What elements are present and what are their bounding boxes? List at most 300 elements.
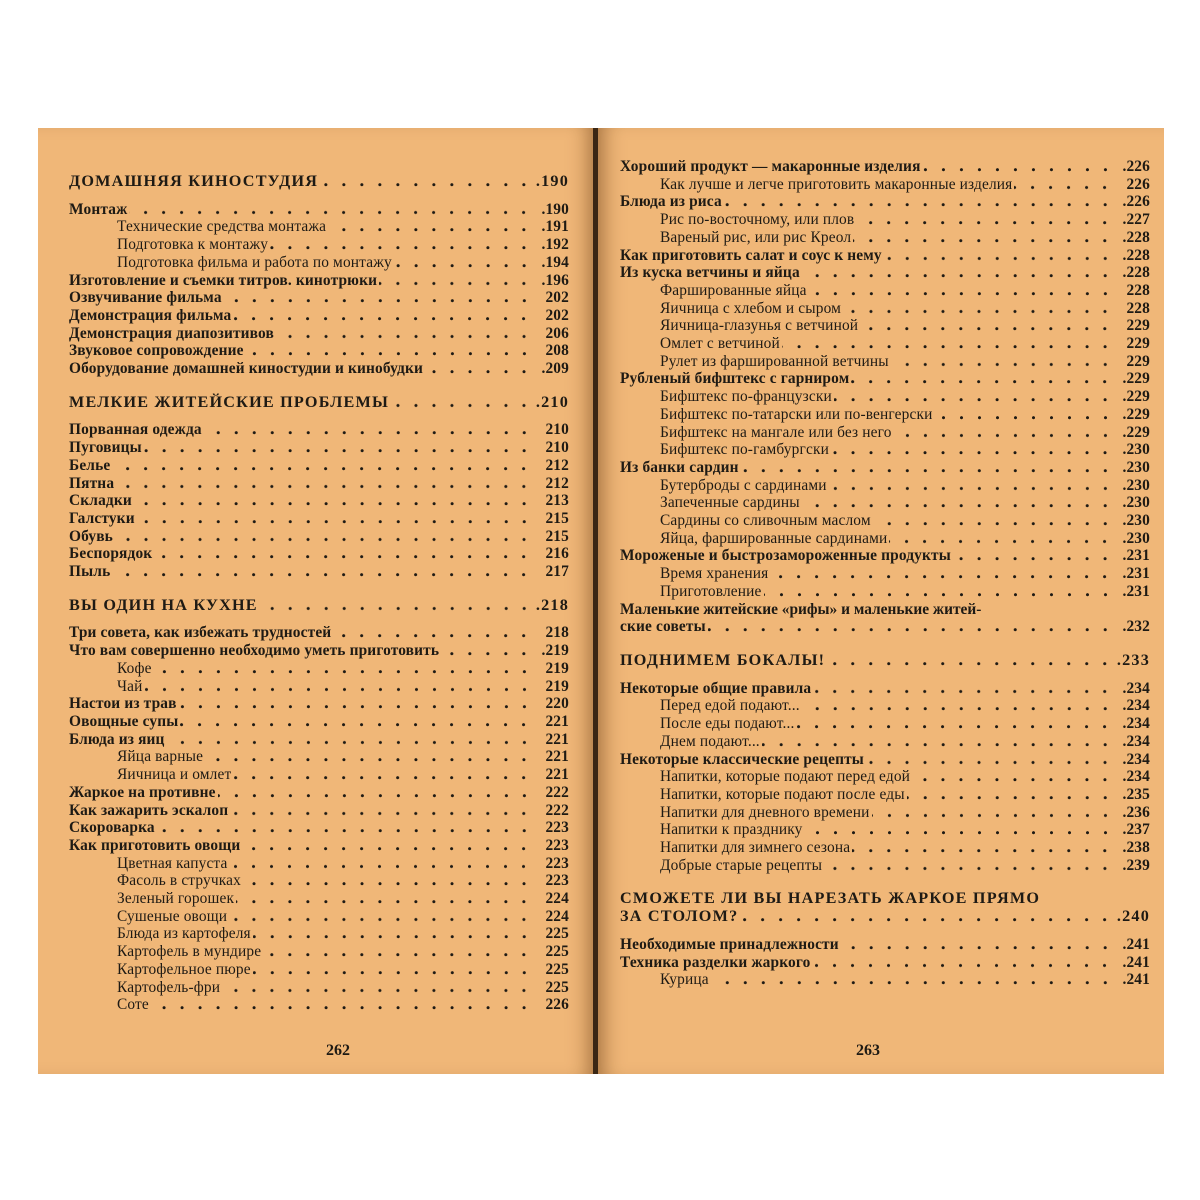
entry-title: Чай (117, 677, 143, 695)
dot-leader (711, 971, 1114, 989)
entry-title: Подготовка фильма и работа по монтажу (117, 253, 392, 271)
entry-title-line: СМОЖЕТЕ ЛИ ВЫ НАРЕЗАТЬ ЖАРКОЕ ПРЯМО (620, 889, 1041, 908)
entry-page-number: 216 (545, 545, 569, 563)
entry-title: Монтаж (69, 200, 128, 218)
book-spread (38, 128, 1164, 1074)
dot-leader (856, 211, 1114, 229)
dot-leader (891, 353, 1114, 371)
entry-title: Жаркое на противне (69, 783, 216, 801)
entry-page-number: .234 (1122, 768, 1150, 786)
entry-page-number: .228 (1122, 228, 1150, 246)
toc-subentry (69, 890, 569, 908)
entry-title: Пятна (69, 474, 115, 492)
dot-leader (112, 563, 533, 581)
entry-page-number: .241 (1122, 953, 1150, 971)
dot-leader (782, 335, 1114, 353)
toc-subentry (620, 211, 1150, 229)
toc-subentry (620, 565, 1150, 583)
dot-leader (802, 264, 1114, 282)
dot-leader (379, 272, 533, 290)
toc-subentry (620, 317, 1150, 335)
dot-leader (889, 530, 1114, 548)
toc-entry (620, 193, 1150, 211)
dot-leader (805, 821, 1115, 839)
entry-page-number: .231 (1122, 565, 1150, 583)
toc-entry (69, 642, 569, 660)
toc-subentry (620, 406, 1150, 424)
toc-subentry (69, 766, 569, 784)
toc-entry (620, 264, 1150, 282)
toc-entry (69, 510, 569, 528)
entry-title: Рубленый бифштекс с гарниром (620, 370, 850, 388)
entry-title: Запеченные сардины (660, 494, 800, 512)
entry-title: ЗА СТОЛОМ? (620, 907, 739, 926)
dot-leader (812, 954, 1114, 972)
entry-page-number: 202 (545, 289, 569, 307)
toc-subentry (620, 733, 1150, 751)
dot-leader (907, 786, 1114, 804)
dot-leader (224, 289, 533, 307)
entry-page-number: 212 (545, 474, 569, 492)
toc-subentry (620, 821, 1150, 839)
entry-title: Напитки, которые подают после еды (660, 785, 905, 803)
entry-page-number: 217 (545, 563, 569, 581)
entry-page-number: .231 (1122, 547, 1150, 565)
toc-subentry (69, 996, 569, 1014)
entry-page-number: 223 (545, 819, 569, 837)
entry-page-number: .234 (1122, 732, 1150, 750)
entry-title: Бифштекс по-французски (660, 388, 832, 406)
entry-title: Приготовление (660, 582, 762, 600)
dot-leader (923, 158, 1114, 176)
entry-page-number: 224 (545, 890, 569, 908)
dot-leader (328, 218, 533, 236)
entry-page-number: .209 (541, 360, 569, 378)
page-number-left: 262 (326, 1042, 350, 1059)
toc-subentry (620, 282, 1150, 300)
entry-title: Бифштекс на мангале или без него (660, 423, 892, 441)
dot-leader (137, 510, 533, 528)
toc-entry (69, 713, 569, 731)
entry-title: Звуковое сопровождение (69, 342, 244, 360)
entry-title: Рулет из фаршированной ветчины (660, 352, 889, 370)
entry-title: Напитки, которые подают перед едой (660, 768, 911, 786)
toc-subentry (69, 748, 569, 766)
entry-title: ские советы (620, 618, 706, 636)
dot-leader (144, 439, 533, 457)
entry-page-number: .230 (1122, 458, 1150, 476)
section-heading (69, 597, 569, 615)
toc-subentry (69, 961, 569, 979)
toc-entry-continuation (620, 618, 1150, 636)
entry-page-number: .228 (1122, 264, 1150, 282)
dot-leader (154, 660, 533, 678)
toc-entry (69, 545, 569, 563)
entry-title: Скороварка (69, 819, 155, 837)
entry-title: После еды подают... (660, 715, 795, 733)
entry-page-number: .228 (1122, 246, 1150, 264)
entry-title: Сардины со сливочным маслом (660, 512, 871, 530)
entry-title: Напитки к празднику (660, 821, 803, 839)
entry-page-number: 225 (545, 978, 569, 996)
entry-page-number: 223 (545, 872, 569, 890)
dot-leader (115, 528, 533, 546)
toc-subentry (620, 477, 1150, 495)
entry-title: Обувь (69, 527, 113, 545)
section-heading (69, 173, 569, 191)
entry-page-number: .210 (535, 392, 569, 411)
toc-subentry (620, 857, 1150, 875)
toc-entry (620, 370, 1150, 388)
toc-entry (69, 837, 569, 855)
entry-title: Напитки для дневного времени (660, 803, 870, 821)
dot-leader (953, 547, 1114, 565)
toc-entry (69, 325, 569, 343)
toc-subentry (69, 218, 569, 236)
dot-leader (841, 936, 1114, 954)
entry-title: ВЫ ОДИН НА КУХНЕ (69, 595, 258, 614)
entry-title: Фаршированные яйца (660, 281, 807, 299)
dot-leader (708, 618, 1114, 636)
dot-leader (253, 925, 533, 943)
toc-entry-wrapped (620, 890, 1150, 925)
entry-title: Бифштекс по-гамбургски (660, 441, 829, 459)
entry-title: Днем подают... (660, 732, 760, 750)
entry-page-number: 221 (545, 748, 569, 766)
dot-leader (824, 857, 1114, 875)
entry-page-number: 225 (545, 960, 569, 978)
entry-title: Демонстрация диапозитивов (69, 324, 274, 342)
toc-subentry (620, 229, 1150, 247)
toc-subentry (620, 512, 1150, 530)
dot-leader (860, 317, 1114, 335)
entry-page-number: .231 (1122, 582, 1150, 600)
toc-entry (620, 247, 1150, 265)
entry-page-number: .240 (1116, 907, 1150, 926)
entry-page-number: 228 (1126, 299, 1150, 317)
entry-page-number: .234 (1122, 697, 1150, 715)
toc-subentry (620, 715, 1150, 733)
entry-title: Цветная капуста (117, 854, 228, 872)
entry-page-number: .237 (1122, 821, 1150, 839)
dot-leader (157, 819, 533, 837)
entry-page-number: .229 (1122, 423, 1150, 441)
entry-page-number: 222 (545, 783, 569, 801)
entry-title: МЕЛКИЕ ЖИТЕЙСКИЕ ПРОБЛЕМЫ (69, 392, 390, 411)
entry-title: Зеленый горошек (117, 890, 235, 908)
entry-title: ДОМАШНЯЯ КИНОСТУДИЯ (69, 172, 319, 190)
dot-leader (320, 173, 533, 191)
toc-entry (69, 439, 569, 457)
toc-entry (620, 547, 1150, 565)
toc-entry (69, 563, 569, 581)
entry-title: Порванная одежда (69, 421, 202, 439)
entry-title: Из куска ветчины и яйца (620, 264, 800, 282)
entry-page-number: .234 (1122, 750, 1150, 768)
left-page (38, 128, 594, 1074)
entry-title: Галстуки (69, 509, 135, 527)
dot-leader (243, 872, 533, 890)
toc-subentry (620, 335, 1150, 353)
entry-page-number: 221 (545, 766, 569, 784)
entry-page-number: .234 (1122, 679, 1150, 697)
toc-subentry (620, 583, 1150, 601)
entry-page-number: 202 (545, 306, 569, 324)
entry-page-number: 225 (545, 925, 569, 943)
dot-leader (236, 890, 533, 908)
toc-entry (69, 307, 569, 325)
entry-page-number: .238 (1122, 839, 1150, 857)
dot-leader (233, 766, 533, 784)
entry-page-number: .230 (1122, 529, 1150, 547)
entry-title: Время хранения (660, 565, 769, 583)
entry-page-number: .194 (541, 253, 569, 271)
dot-leader (425, 360, 533, 378)
dot-leader (873, 512, 1114, 530)
entry-title: Подготовка к монтажу (117, 236, 269, 254)
dot-leader (796, 715, 1114, 733)
dot-leader (246, 342, 533, 360)
entry-title: Пуговицы (69, 439, 142, 457)
entry-page-number: 223 (545, 836, 569, 854)
toc-subentry (620, 530, 1150, 548)
dot-leader (204, 421, 533, 439)
entry-title: Курица (660, 971, 709, 989)
entry-title: Некоторые классические рецепты (620, 750, 864, 768)
page-number-right: 263 (856, 1042, 880, 1059)
entry-title: Картофельное пюре (117, 960, 251, 978)
entry-page-number: 219 (545, 659, 569, 677)
toc-entry (620, 459, 1150, 477)
entry-page-number: 222 (545, 801, 569, 819)
entry-title: Как лучше и легче приготовить макаронные изделия (660, 175, 1013, 193)
entry-page-number: .226 (1122, 158, 1150, 175)
section-heading (69, 394, 569, 412)
entry-title: Технические средства монтажа (117, 218, 327, 236)
entry-page-number: 215 (545, 509, 569, 527)
toc-entry (69, 492, 569, 510)
entry-title: Необходимые принадлежности (620, 935, 839, 953)
entry-title: Изготовление и съемки титров. кинотрюки (69, 271, 378, 289)
dot-leader (154, 545, 533, 563)
entry-title: Блюда из риса (620, 193, 722, 211)
toc-entry (69, 272, 569, 290)
dot-leader (829, 477, 1114, 495)
entry-page-number: .239 (1122, 856, 1150, 874)
entry-title: Как приготовить салат и соус к нему (620, 246, 882, 264)
toc-entry (620, 751, 1150, 769)
entry-page-number: .229 (1122, 405, 1150, 423)
dot-leader (935, 406, 1115, 424)
toc-subentry (69, 254, 569, 272)
entry-page-number: 224 (545, 907, 569, 925)
toc-subentry (620, 839, 1150, 857)
right-page (598, 128, 1164, 1074)
entry-title: Хороший продукт — макаронные изделия (620, 158, 921, 175)
entry-title: Добрые старые рецепты (660, 856, 823, 874)
entry-title: Вареный рис, или рис Креол (660, 228, 852, 246)
toc-entry-continuation (620, 908, 1150, 926)
toc-entry (69, 695, 569, 713)
toc-subentry (620, 786, 1150, 804)
dot-leader (112, 457, 533, 475)
dot-leader (270, 236, 533, 254)
entry-title: Демонстрация фильма (69, 306, 232, 324)
entry-page-number: .233 (1116, 650, 1150, 669)
entry-page-number: 219 (545, 677, 569, 695)
entry-title: Озвучивание фильма (69, 289, 222, 307)
entry-page-number: .236 (1122, 803, 1150, 821)
entry-page-number: .241 (1122, 971, 1150, 989)
toc-subentry (69, 872, 569, 890)
entry-title: Белье (69, 456, 111, 474)
dot-leader (151, 996, 533, 1014)
dot-leader (134, 492, 533, 510)
toc-subentry (620, 441, 1150, 459)
toc-entry (620, 954, 1150, 972)
entry-title: Яичница с хлебом и сыром (660, 299, 842, 317)
toc-subentry (620, 353, 1150, 371)
entry-page-number: .241 (1122, 935, 1150, 953)
entry-page-number: 220 (545, 695, 569, 713)
dot-leader (853, 229, 1114, 247)
toc-subentry (620, 388, 1150, 406)
toc-subentry (69, 678, 569, 696)
entry-title: Картофель-фри (117, 978, 221, 996)
toc-entry (69, 201, 569, 219)
dot-leader (866, 751, 1114, 769)
entry-title: Напитки для зимнего сезона (660, 839, 851, 857)
entry-title: Овощные супы (69, 712, 179, 730)
entry-page-number: .230 (1122, 512, 1150, 530)
entry-page-number: .230 (1122, 494, 1150, 512)
dot-leader (180, 713, 533, 731)
dot-leader (205, 748, 533, 766)
entry-page-number: .219 (541, 642, 569, 660)
entry-title: Картофель в мундире (117, 943, 262, 961)
toc-entry (69, 457, 569, 475)
entry-title: Из банки сардин (620, 458, 739, 476)
entry-title: Рис по-восточному, или плов (660, 211, 855, 229)
toc-entry (69, 819, 569, 837)
entry-title: Перед едой подают... (660, 697, 800, 715)
dot-leader (852, 839, 1114, 857)
entry-title: Три совета, как избежать трудностей (69, 624, 332, 642)
dot-leader (740, 908, 1114, 926)
dot-leader (813, 680, 1114, 698)
dot-leader (741, 459, 1114, 477)
entry-page-number: .230 (1122, 441, 1150, 459)
toc-entry (69, 731, 569, 749)
entry-page-number: .232 (1122, 618, 1150, 636)
dot-leader (179, 695, 533, 713)
entry-page-number: .191 (541, 218, 569, 236)
entry-page-number: 206 (545, 324, 569, 342)
dot-leader (229, 908, 533, 926)
entry-page-number: .235 (1122, 785, 1150, 803)
toc-subentry (69, 943, 569, 961)
dot-leader (843, 300, 1114, 318)
entry-page-number: .190 (541, 200, 569, 218)
entry-page-number: 212 (545, 456, 569, 474)
toc-entry (69, 421, 569, 439)
entry-page-number: 218 (545, 624, 569, 642)
dot-leader (762, 733, 1114, 751)
entry-title: Техника разделки жаркого (620, 953, 811, 971)
dot-leader (218, 784, 533, 802)
dot-leader (229, 855, 533, 873)
toc-subentry (69, 236, 569, 254)
dot-leader (831, 441, 1114, 459)
dot-leader (242, 837, 533, 855)
toc-subentry (620, 494, 1150, 512)
entry-page-number: 213 (545, 492, 569, 510)
toc-subentry (620, 697, 1150, 715)
entry-page-number: 229 (1126, 352, 1150, 370)
dot-leader (851, 370, 1114, 388)
entry-title: Соте (117, 996, 149, 1014)
dot-leader (724, 193, 1114, 211)
dot-leader (222, 979, 533, 997)
dot-leader (770, 565, 1114, 583)
table-of-contents-right (620, 158, 1150, 989)
toc-subentry (620, 768, 1150, 786)
toc-entry-wrapped (620, 601, 1150, 636)
dot-leader (145, 678, 533, 696)
toc-entry (69, 624, 569, 642)
dot-leader (802, 494, 1114, 512)
entry-title-line: Маленькие житейские «рифы» и маленькие житей- (620, 600, 982, 618)
toc-subentry (620, 300, 1150, 318)
dot-leader (129, 201, 533, 219)
toc-subentry (69, 908, 569, 926)
entry-page-number: 229 (1126, 335, 1150, 353)
entry-title: Пыль (69, 563, 111, 581)
toc-entry (69, 784, 569, 802)
dot-leader (894, 424, 1114, 442)
entry-title: Фасоль в стручках (117, 872, 241, 890)
dot-leader (394, 254, 533, 272)
dot-leader (912, 768, 1114, 786)
entry-page-number: 223 (545, 854, 569, 872)
dot-leader (1014, 176, 1114, 194)
toc-entry (69, 475, 569, 493)
dot-leader (764, 583, 1114, 601)
entry-title: Как приготовить овощи (69, 836, 241, 854)
dot-leader (230, 802, 533, 820)
dot-leader (116, 475, 533, 493)
entry-title: Яйца, фаршированные сардинами (660, 529, 888, 547)
dot-leader (253, 961, 533, 979)
dot-leader (260, 597, 533, 615)
entry-page-number: 228 (1126, 281, 1150, 299)
entry-page-number: .226 (1122, 193, 1150, 211)
entry-title: ПОДНИМЕМ БОКАЛЫ! (620, 650, 826, 669)
entry-page-number: .230 (1122, 476, 1150, 494)
entry-page-number: .190 (535, 172, 569, 190)
entry-page-number: 225 (545, 943, 569, 961)
dot-leader (333, 624, 533, 642)
toc-entry (620, 936, 1150, 954)
toc-entry (69, 289, 569, 307)
entry-page-number: 226 (545, 996, 569, 1014)
entry-title: Что вам совершенно необходимо уметь приготовить (69, 642, 440, 660)
entry-title: Бутерброды с сардинами (660, 476, 827, 494)
entry-page-number: .218 (535, 595, 569, 614)
dot-leader (884, 247, 1114, 265)
toc-subentry (69, 855, 569, 873)
entry-title: Мороженые и быстрозамороженные продукты (620, 547, 951, 565)
